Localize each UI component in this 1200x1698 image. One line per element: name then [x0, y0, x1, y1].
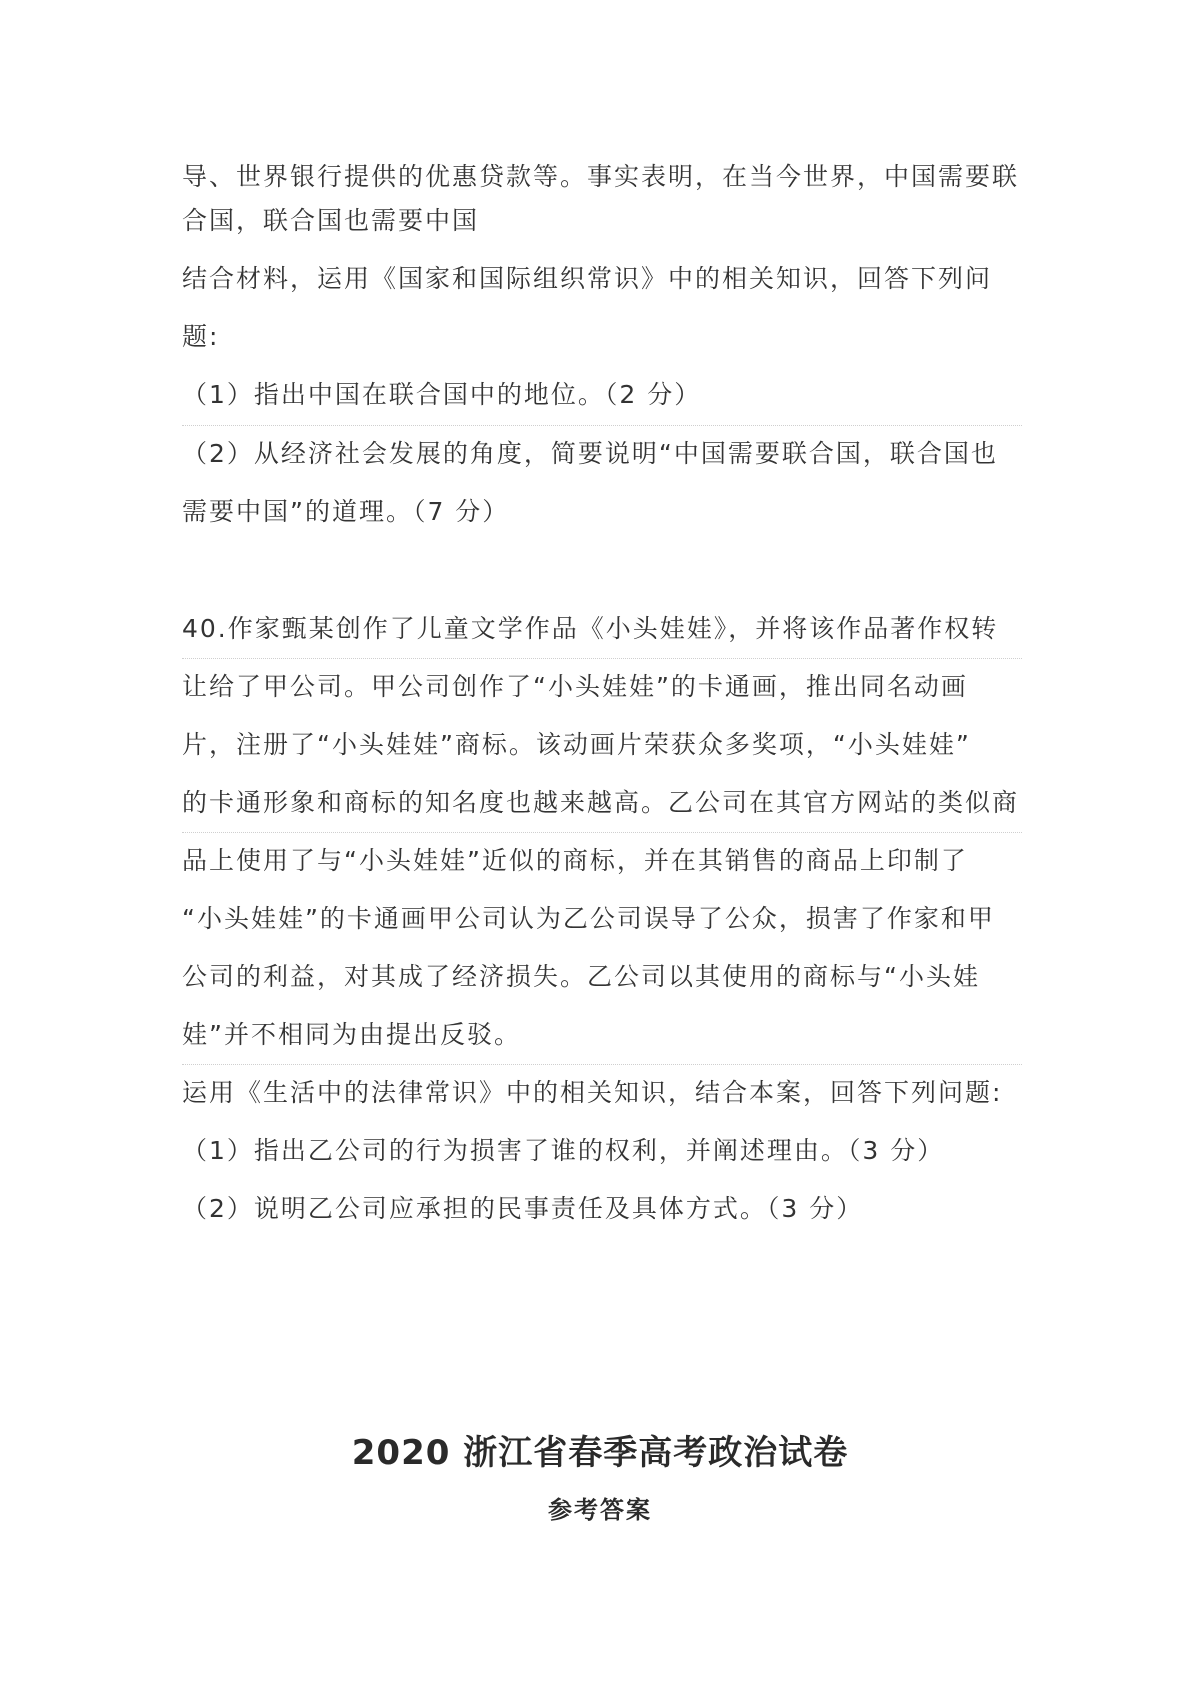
dotted-divider [182, 832, 1022, 833]
q40-line-5: 品上使用了与“小头娃娃”近似的商标，并在其销售的商品上印制了 [182, 846, 968, 875]
q39-subquestion-1: （1）指出中国在联合国中的地位。（2 分） [182, 380, 702, 409]
dotted-divider [182, 658, 1022, 659]
q40-line-7: 公司的利益，对其成了经济损失。乙公司以其使用的商标与“小头娃 [182, 962, 980, 991]
q40-subquestion-1: （1）指出乙公司的行为损害了谁的权利，并阐述理由。（3 分） [182, 1136, 945, 1165]
q39-line-4: 题: [182, 322, 220, 351]
q39-line-1: 导、世界银行提供的优惠贷款等。事实表明，在当今世界，中国需要联 [182, 162, 1020, 191]
answer-section-title: 2020 浙江省春季高考政治试卷 [351, 1433, 849, 1473]
q40-subquestion-2: （2）说明乙公司应承担的民事责任及具体方式。（3 分） [182, 1194, 864, 1223]
q40-line-4: 的卡通形象和商标的知名度也越来越高。乙公司在其官方网站的类似商 [182, 788, 1020, 817]
answer-section-subtitle: 参考答案 [548, 1496, 652, 1524]
q40-instruction: 运用《生活中的法律常识》中的相关知识，结合本案，回答下列问题: [182, 1078, 1003, 1107]
q39-line-3: 结合材料，运用《国家和国际组织常识》中的相关知识，回答下列问 [182, 264, 993, 293]
dotted-divider [182, 1064, 1022, 1065]
q40-line-2: 让给了甲公司。甲公司创作了“小头娃娃”的卡通画，推出同名动画 [182, 672, 968, 701]
q40-line-6: “小头娃娃”的卡通画甲公司认为乙公司误导了公众，损害了作家和甲 [182, 904, 995, 933]
q40-line-1: 40.作家甄某创作了儿童文学作品《小头娃娃》，并将该作品著作权转 [182, 614, 999, 643]
dotted-divider [182, 425, 1022, 426]
q40-line-3: 片，注册了“小头娃娃”商标。该动画片荣获众多奖项，“小头娃娃” [182, 730, 971, 759]
q39-subquestion-2-cont: 需要中国”的道理。（7 分） [182, 497, 510, 526]
q39-line-2: 合国，联合国也需要中国 [182, 206, 480, 235]
q39-subquestion-2: （2）从经济社会发展的角度，简要说明“中国需要联合国，联合国也 [182, 439, 998, 468]
q40-line-8: 娃”并不相同为由提出反驳。 [182, 1020, 521, 1049]
